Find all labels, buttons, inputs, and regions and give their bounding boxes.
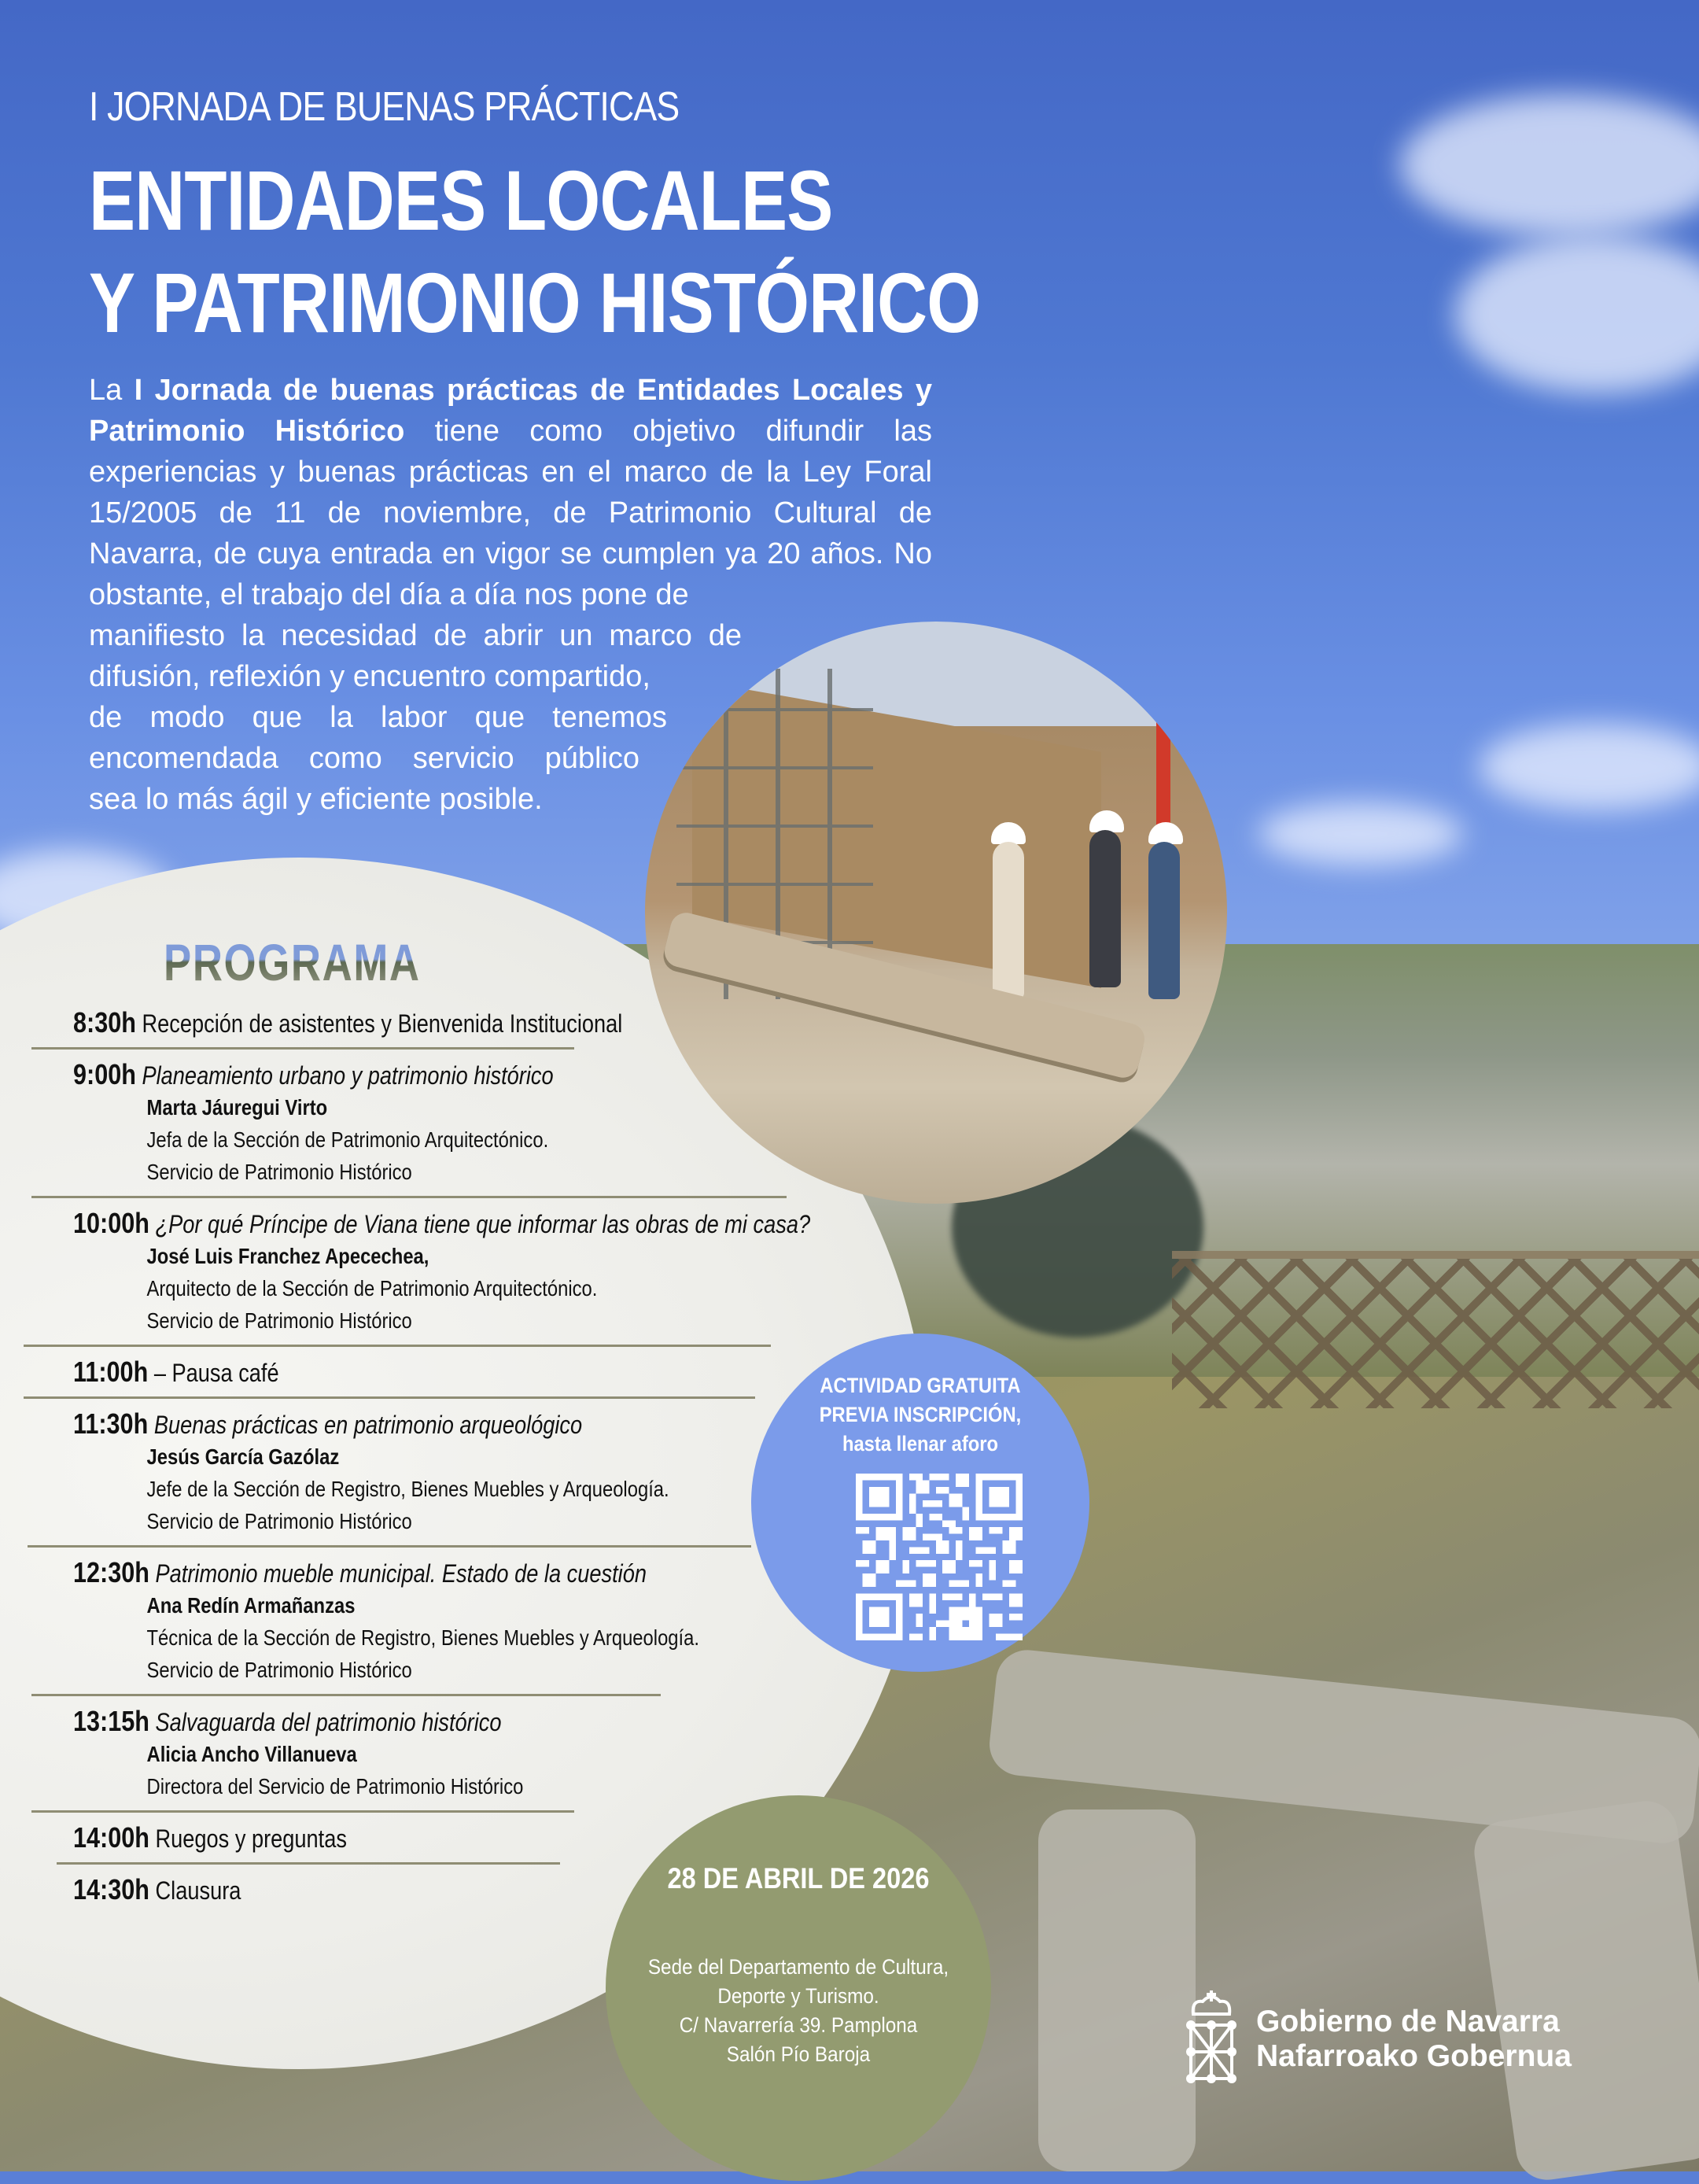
speaker-role: Directora del Servicio de Patrimonio Histórico bbox=[146, 1774, 524, 1798]
schedule-time: 9:00h bbox=[73, 1058, 136, 1090]
schedule-time: 13:15h bbox=[73, 1705, 149, 1737]
divider bbox=[28, 1545, 751, 1548]
cloud bbox=[1259, 802, 1463, 865]
speaker-role: Jefe de la Sección de Registro, Bienes Muebles y Arqueología. bbox=[146, 1477, 669, 1501]
intro-bold: I Jornada de buenas prácticas de Entidades Locales y Patrimonio Histórico bbox=[89, 374, 932, 448]
divider bbox=[31, 1810, 574, 1813]
schedule-item bbox=[0, 1208, 944, 1337]
venue-line-2: Deporte y Turismo. bbox=[717, 1984, 879, 2008]
schedule-time: 10:00h bbox=[73, 1207, 149, 1239]
schedule-time: 11:30h bbox=[73, 1407, 149, 1440]
schedule-time: 14:30h bbox=[73, 1873, 149, 1905]
schedule-title: Salvaguarda del patrimonio histórico bbox=[155, 1708, 502, 1736]
venue-line-3: C/ Navarrería 39. Pamplona bbox=[679, 2013, 918, 2037]
registration-line-2: PREVIA INSCRIPCIÓN, bbox=[819, 1403, 1022, 1426]
speaker-name: Jesús García Gazólaz bbox=[146, 1444, 340, 1469]
intro-body: tiene como objetivo difundir las experiencias y buenas prácticas en el marco de la Ley Foral 15/2005 de 11 de noviembre, de Patrimonio Cultural de Navarra, de cuya entrada en vigor se cumplen ya 20 años. No obstante, el trabajo del día a día nos pone de bbox=[89, 415, 932, 611]
intro-lead: La bbox=[89, 374, 135, 407]
schedule-title: Buenas prácticas en patrimonio arqueológico bbox=[153, 1411, 583, 1439]
intro-line: manifiesto la necesidad de abrir un marco de bbox=[89, 619, 742, 652]
stone-wall bbox=[1038, 1810, 1196, 2171]
venue-line-4: Salón Pío Baroja bbox=[726, 2042, 871, 2066]
schedule-title: Clausura bbox=[155, 1876, 241, 1905]
registration-line-3: hasta llenar aforo bbox=[842, 1432, 999, 1455]
schedule-title: Planeamiento urbano y patrimonio histórico bbox=[142, 1061, 554, 1090]
divider bbox=[31, 1196, 787, 1198]
speaker-service: Servicio de Patrimonio Histórico bbox=[146, 1509, 412, 1533]
logo-text bbox=[1256, 2005, 1572, 2074]
speaker-role: Jefa de la Sección de Patrimonio Arquitectónico. bbox=[146, 1127, 549, 1152]
registration-badge bbox=[751, 1334, 1089, 1672]
speaker-service: Servicio de Patrimonio Histórico bbox=[146, 1658, 412, 1682]
divider bbox=[24, 1345, 771, 1347]
cloud bbox=[1479, 724, 1699, 810]
divider bbox=[31, 1047, 574, 1050]
intro-line: encomendada como servicio público bbox=[89, 742, 639, 775]
gobierno-de-navarra-logo bbox=[1184, 1983, 1624, 2085]
photo-person bbox=[993, 842, 1024, 999]
qr-code-icon[interactable] bbox=[856, 1474, 1023, 1640]
event-title bbox=[89, 149, 980, 354]
divider bbox=[24, 1396, 755, 1399]
hard-hat bbox=[1148, 822, 1183, 844]
speaker-name: José Luis Franchez Apecechea, bbox=[146, 1244, 429, 1268]
event-date-badge bbox=[606, 1795, 991, 2181]
schedule-item bbox=[0, 1059, 944, 1188]
schedule-title: – Pausa café bbox=[153, 1359, 279, 1387]
schedule-item bbox=[0, 1007, 944, 1039]
speaker-service: Servicio de Patrimonio Histórico bbox=[146, 1308, 412, 1333]
logo-line-2: Nafarroako Gobernua bbox=[1256, 2039, 1572, 2073]
schedule-time: 12:30h bbox=[73, 1556, 149, 1588]
schedule-title: Recepción de asistentes y Bienvenida Institucional bbox=[142, 1009, 623, 1038]
speaker-service: Servicio de Patrimonio Histórico bbox=[146, 1160, 412, 1184]
speaker-name: Marta Jáuregui Virto bbox=[146, 1095, 328, 1120]
photo-person bbox=[1148, 842, 1180, 999]
speaker-role: Arquitecto de la Sección de Patrimonio Arquitectónico. bbox=[146, 1276, 598, 1300]
program-heading: PROGRAMA bbox=[164, 933, 421, 991]
intro-line: difusión, reflexión y encuentro compartido, bbox=[89, 660, 650, 693]
event-date: 28 DE ABRIL DE 2026 bbox=[667, 1862, 930, 1894]
photo-person bbox=[1089, 830, 1121, 987]
title-line-2: Y PATRIMONIO HISTÓRICO bbox=[89, 255, 981, 350]
intro-line: de modo que la labor que tenemos bbox=[89, 701, 667, 734]
venue-line-1: Sede del Departamento de Cultura, bbox=[647, 1955, 949, 1979]
divider bbox=[31, 1694, 661, 1696]
event-venue bbox=[625, 1953, 972, 2069]
intro-line: sea lo más ágil y eficiente posible. bbox=[89, 783, 543, 816]
schedule-title: Patrimonio mueble municipal. Estado de la cuestión bbox=[155, 1559, 647, 1588]
schedule-item bbox=[0, 1706, 944, 1802]
logo-line-1: Gobierno de Navarra bbox=[1256, 2005, 1560, 2038]
navarra-coat-of-arms-icon bbox=[1184, 1989, 1239, 2083]
speaker-role: Técnica de la Sección de Registro, Bienes Muebles y Arqueología. bbox=[146, 1625, 700, 1650]
speaker-name: Alicia Ancho Villanueva bbox=[146, 1742, 357, 1766]
speaker-name: Ana Redín Armañanzas bbox=[146, 1593, 356, 1618]
schedule-time: 14:00h bbox=[73, 1821, 149, 1854]
wooden-viewpoint-fence bbox=[1172, 1251, 1699, 1408]
event-subtitle: I JORNADA DE BUENAS PRÁCTICAS bbox=[89, 84, 680, 130]
schedule-time: 11:00h bbox=[73, 1356, 149, 1388]
title-line-1: ENTIDADES LOCALES bbox=[89, 153, 833, 248]
schedule-title: ¿Por qué Príncipe de Viana tiene que informar las obras de mi casa? bbox=[155, 1210, 811, 1238]
divider bbox=[57, 1862, 560, 1865]
schedule-time: 8:30h bbox=[73, 1006, 136, 1039]
registration-line-1: ACTIVIDAD GRATUITA bbox=[820, 1374, 1021, 1397]
schedule-title: Ruegos y preguntas bbox=[155, 1824, 347, 1853]
registration-text bbox=[772, 1371, 1069, 1459]
